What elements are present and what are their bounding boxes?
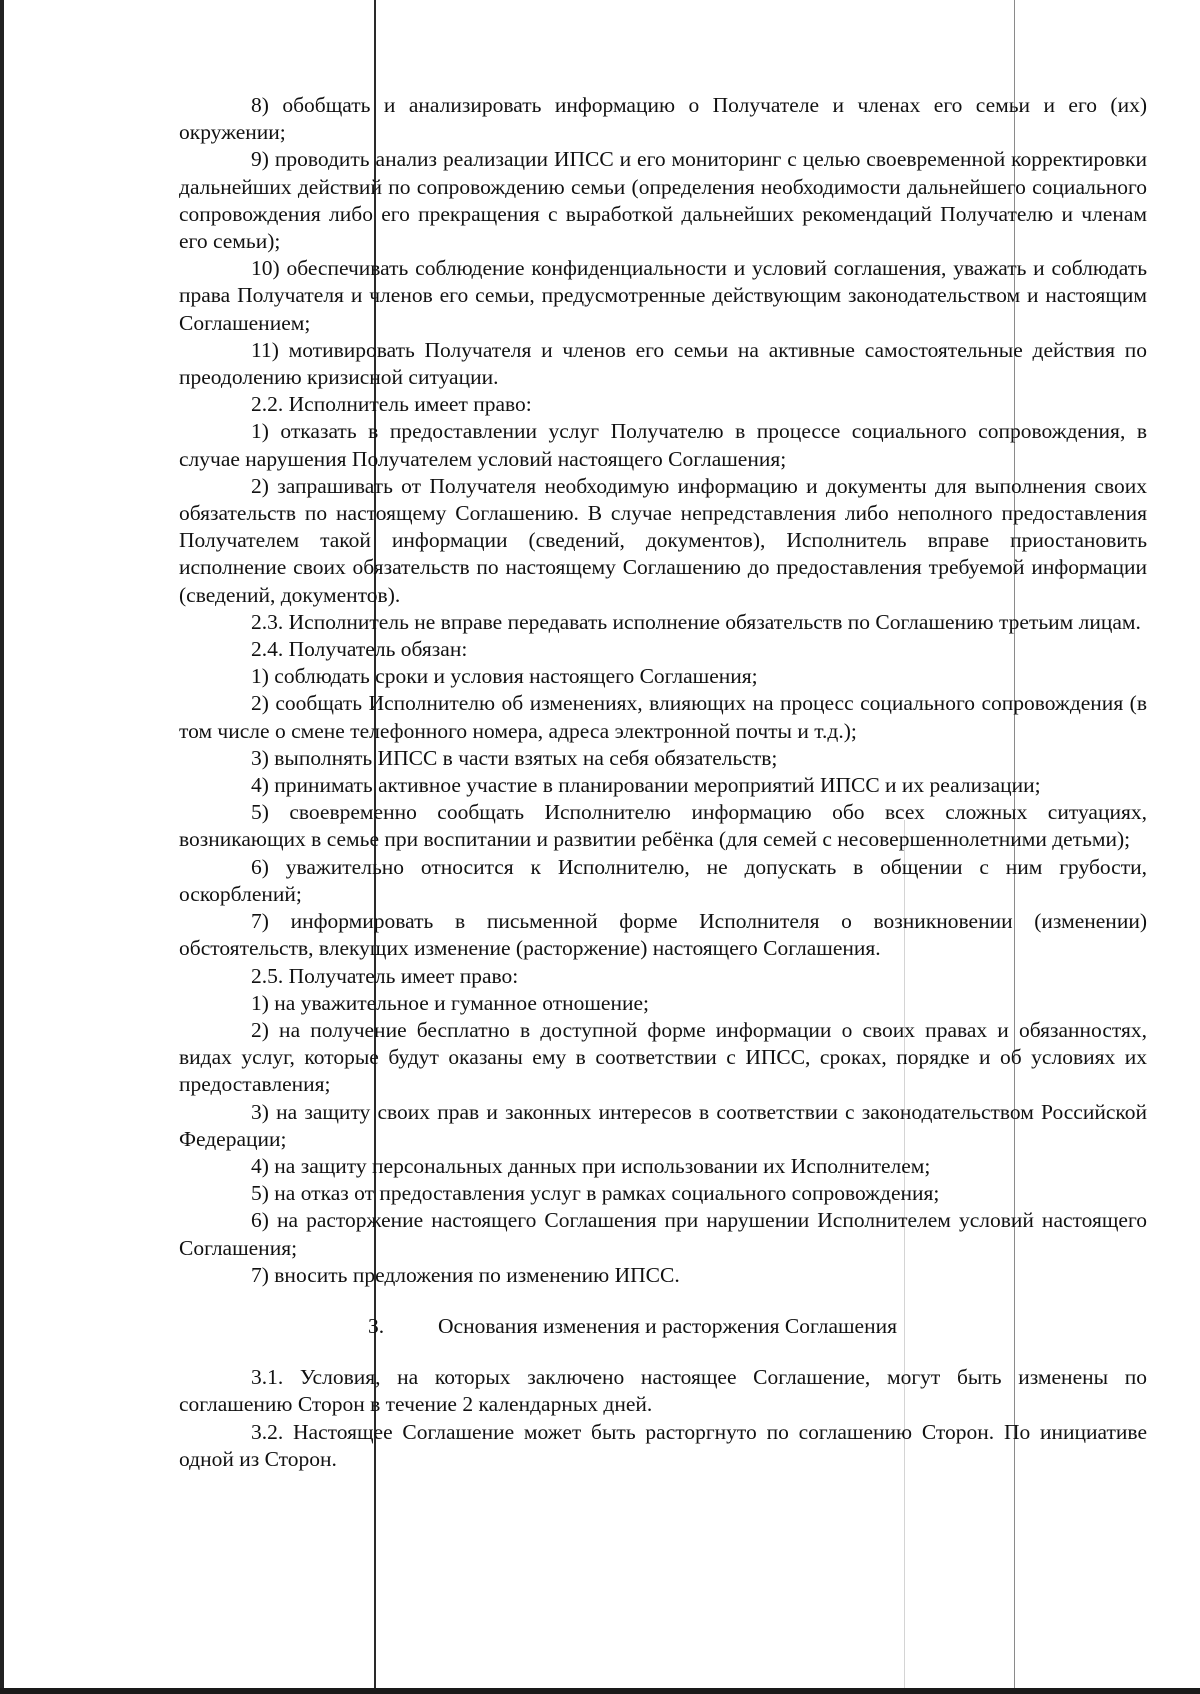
clause-item: 2) на получение бесплатно в доступной форме информации о своих правах и обязанностях, видах услуг, которые будут оказаны ему в соответствии с ИПСС, сроках, порядке и об условиях их предоставления; bbox=[179, 1017, 1147, 1097]
clause-item: 3.2. Настоящее Соглашение может быть расторгнуто по соглашению Сторон. По инициативе одной из Сторон. bbox=[179, 1419, 1147, 1471]
clause-heading: 2.5. Получатель имеет право: bbox=[251, 963, 519, 988]
clause-item: 8) обобщать и анализировать информацию о Получателе и членах его семьи и его (их) окружении; bbox=[179, 93, 1147, 145]
clause-item: 1) отказать в предоставлении услуг Получателю в процессе социального сопровождения, в случае нарушения Получателем условий настоящего Соглашения; bbox=[179, 419, 1147, 471]
clause-item: 1) соблюдать сроки и условия настоящего Соглашения; bbox=[251, 664, 758, 689]
clause-item: 4) на защиту персональных данных при использовании их Исполнителем; bbox=[251, 1153, 931, 1178]
clause-item: 6) на расторжение настоящего Соглашения при нарушении Исполнителем условий настоящего Соглашения; bbox=[179, 1208, 1147, 1260]
section-heading bbox=[179, 1313, 1147, 1340]
scan-edge-left bbox=[0, 0, 4, 1694]
clause-item: 2) сообщать Исполнителю об изменениях, влияющих на процесс социального сопровождения (в том числе о смене телефонного номера, адреса электронной почты и т.д.); bbox=[179, 691, 1147, 743]
clause-heading: 2.4. Получатель обязан: bbox=[251, 637, 468, 662]
clause-heading: 2.2. Исполнитель имеет право: bbox=[251, 392, 532, 417]
clause-item: 3.1. Условия, на которых заключено настоящее Соглашение, могут быть изменены по соглашению Сторон в течение 2 календарных дней. bbox=[179, 1365, 1147, 1417]
section-title: Основания изменения и расторжения Соглашения bbox=[438, 1313, 897, 1338]
clause-item: 1) на уважительное и гуманное отношение; bbox=[251, 990, 649, 1015]
clause-item: 11) мотивировать Получателя и членов его семьи на активные самостоятельные действия по преодолению кризисной ситуации. bbox=[179, 337, 1147, 390]
section-number: 3. bbox=[368, 1313, 385, 1338]
clause-item: 2) запрашивать от Получателя необходимую информацию и документы для выполнения своих обязательств по настоящему Соглашению. В случае непредставления либо неполного предоставления Получателем такой информации (сведений, документов), Исполнитель вправе приостановить исполнение своих обязательств по настоящему Соглашению до предоставления требуемой информации (сведений, документов). bbox=[179, 473, 1147, 607]
clause-item: 4) принимать активное участие в планировании мероприятий ИПСС и их реализации; bbox=[251, 773, 1041, 798]
clause-item: 2.3. Исполнитель не вправе передавать исполнение обязательств по Соглашению третьим лицам. bbox=[251, 609, 1141, 634]
clause-item: 10) обеспечивать соблюдение конфиденциальности и условий соглашения, уважать и соблюдать права Получателя и членов его семьи, предусмотренные действующим законодательством и настоящим Соглашением; bbox=[179, 256, 1147, 335]
clause-item: 7) вносить предложения по изменению ИПСС. bbox=[251, 1262, 680, 1287]
clause-item: 9) проводить анализ реализации ИПСС и его мониторинг с целью своевременной корректировки дальнейших действий по сопровождению семьи (определения необходимости дальнейшего социального сопровождения либо его прекращения с выработкой дальнейших рекомендаций Получателю и членам его семьи); bbox=[179, 147, 1147, 254]
clause-item: 6) уважительно относится к Исполнителю, не допускать в общении с ним грубости, оскорблений; bbox=[179, 854, 1147, 906]
clause-item: 7) информировать в письменной форме Исполнителя о возникновении (изменении) обстоятельств, влекущих изменение (расторжение) настоящего Соглашения. bbox=[179, 909, 1147, 961]
scan-edge-bottom bbox=[0, 1688, 1200, 1694]
clause-item: 5) своевременно сообщать Исполнителю информацию обо всех сложных ситуациях, возникающих в семье при воспитании и развитии ребёнка (для семей с несовершеннолетними детьми); bbox=[179, 800, 1147, 852]
clause-item: 5) на отказ от предоставления услуг в рамках социального сопровождения; bbox=[251, 1181, 940, 1206]
clause-item: 3) на защиту своих прав и законных интересов в соответствии с законодательством Российской Федерации; bbox=[179, 1099, 1147, 1151]
clause-item: 3) выполнять ИПСС в части взятых на себя обязательств; bbox=[251, 745, 778, 770]
document-body bbox=[179, 92, 1147, 1473]
